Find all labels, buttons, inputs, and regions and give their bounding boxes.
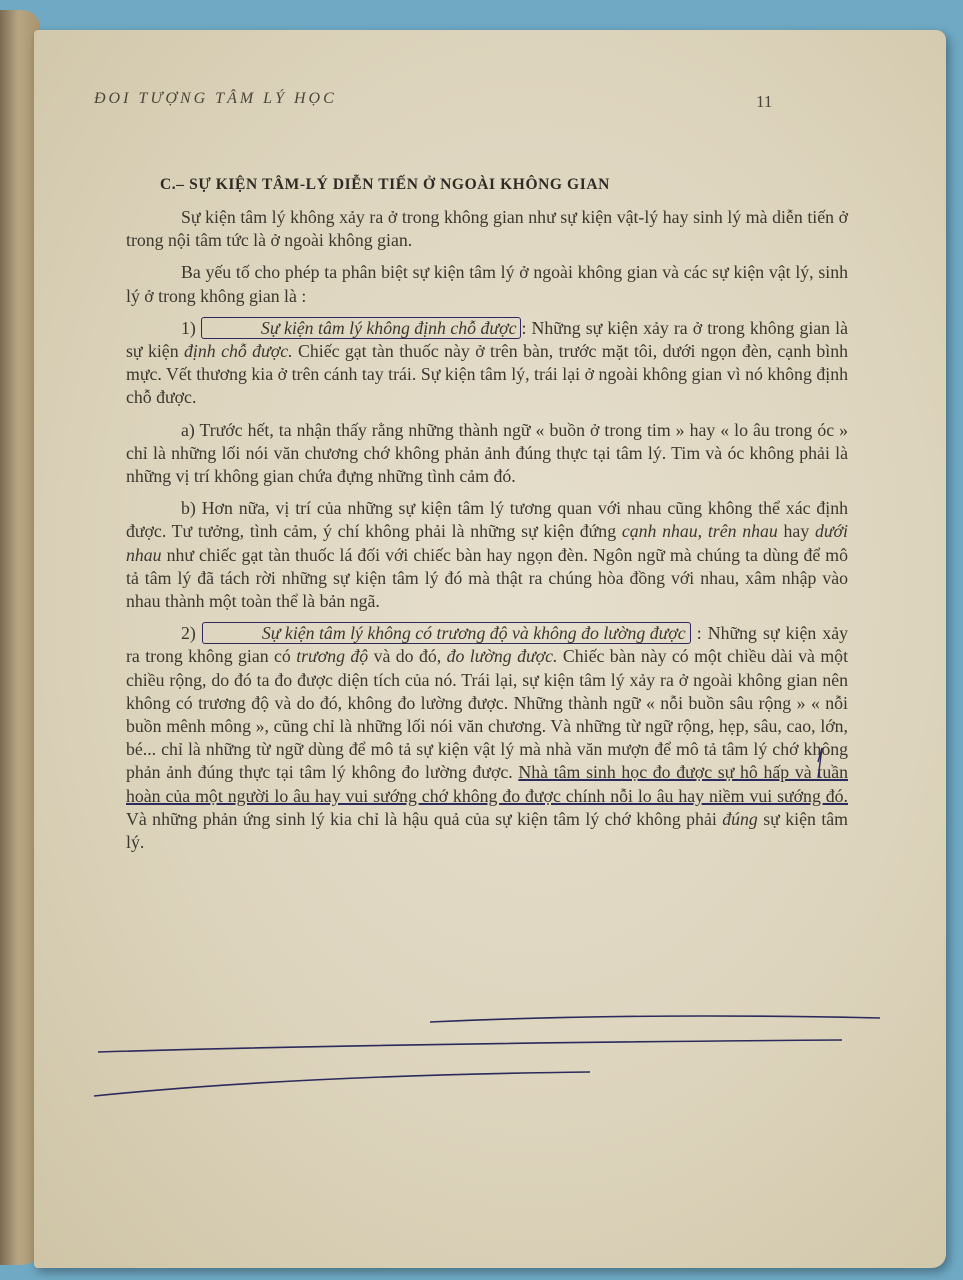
paragraph-point-2 [126, 622, 848, 854]
point-1-text-a: : Những sự kiện xảy ra ở trong không gian là sự kiện [126, 317, 848, 362]
paragraph-b-emphasis-1: cạnh nhau, trên nhau [621, 521, 778, 542]
point-2-text-d: Và những phản ứng sinh lý kia chỉ là hậu quả của sự kiện tâm lý chớ không phải [126, 808, 723, 829]
point-1-emphasis: định chỗ được. [184, 341, 293, 362]
paragraph-b-text-a: b) Hơn nữa, vị trí của những sự kiện tâm lý tương quan với nhau cũng không thể xác định được. Tư tưởng, tình cảm, ý chí không phải là những sự kiện đứng [126, 498, 848, 542]
paragraph-three-factors: Ba yếu tố cho phép ta phân biệt sự kiện tâm lý ở ngoài không gian và các sự kiện vật lý, sinh lý ở trong không gian là : [126, 262, 848, 306]
paragraph-b [126, 497, 848, 613]
point-2-emphasis-2: đo lường được. [446, 646, 558, 667]
paragraph-b-text-b: hay [777, 521, 815, 542]
paragraph-b-text-c: như chiếc gạt tàn thuốc lá đối với chiếc bàn hay ngọn đèn. Ngôn ngữ mà chúng ta dùng để mô tả tâm lý đã tách rời những sự kiện tâm lý đó mà thật ra chúng hòa đồng với nhau, xâm nhập vào nhau thành một toàn thể là bản ngã. [126, 544, 848, 612]
paragraph-intro: Sự kiện tâm lý không xảy ra ở trong không gian như sự kiện vật-lý hay sinh lý mà diễn tiến ở trong nội tâm tức là ở ngoài không gian. [126, 207, 848, 251]
paragraph-a: a) Trước hết, ta nhận thấy rằng những thành ngữ « buồn ở trong tim » hay « lo âu trong óc » chỉ là những lối nói văn chương chớ không phản ảnh đúng thực tại tâm lý. Tim và óc không phải là những vị trí không gian chứa đựng những tình cảm đó. [126, 419, 848, 487]
point-2-text-a: Những sự kiện xảy ra trong không gian có [126, 623, 848, 667]
page-body [126, 206, 848, 863]
point-2-text-c: Chiếc bàn này có một chiều dài và một chiều rộng, do đó ta đo được diện tích của nó. Trái lại, sự kiện tâm lý xảy ra ở ngoài không gian nên không có trương độ và do đó, không đo lường được. Những thành ngữ « nỗi buồn sâu rộng » « nỗi buồn mênh mông », cũng chỉ là những lối nói văn chương. Và những từ ngữ rộng, hẹp, sâu, cao, lớn, bé... chỉ là những từ ngữ dùng để mô tả sự kiện vật lý mà nhà văn mượn để mô tả tâm lý chớ không phản ảnh đúng thực tại tâm lý không đo lường được. [126, 646, 849, 783]
section-heading: C.– SỰ KIỆN TÂM-LÝ DIỄN TIẾN Ở NGOÀI KHÔNG GIAN [160, 176, 610, 193]
running-head: ĐOI TƯỢNG TÂM LÝ HỌC [94, 90, 337, 107]
point-2-number: 2) [181, 623, 196, 644]
paragraph-b-emphasis-2: dưới nhau [126, 521, 848, 565]
point-2-emphasis-1: trương độ [296, 646, 369, 667]
point-2-handwritten-underline-passage: Nhà tâm sinh học đo được sự hô hấp và tuần hoàn của một người lo âu hay vui sướng chớ không đo được chính nỗi lo âu hay niềm vui sướng đó. [126, 762, 848, 806]
point-2-boxed-title: Sự kiện tâm lý không có trương độ và không đo lường được [202, 622, 691, 644]
point-1-text-b: Chiếc gạt tàn thuốc này ở trên bàn, trước mặt tôi, dưới ngọn đèn, cạnh bình mực. Vết thương kia ở trên cánh tay trái. Sự kiện tâm lý, trái lại ở ngoài không gian vì nó không định chỗ được. [126, 341, 849, 408]
point-2-colon: : [690, 623, 702, 644]
point-2-emphasis-3: đúng [722, 808, 758, 829]
point-1-number: 1) [181, 317, 196, 338]
page-number: 11 [756, 92, 773, 111]
paragraph-point-1 [126, 317, 848, 410]
point-2-text-e: sự kiện tâm lý. [126, 808, 848, 853]
point-1-boxed-title: Sự kiện tâm lý không định chỗ được [201, 317, 522, 339]
point-2-text-b: và do đó, [368, 646, 447, 667]
